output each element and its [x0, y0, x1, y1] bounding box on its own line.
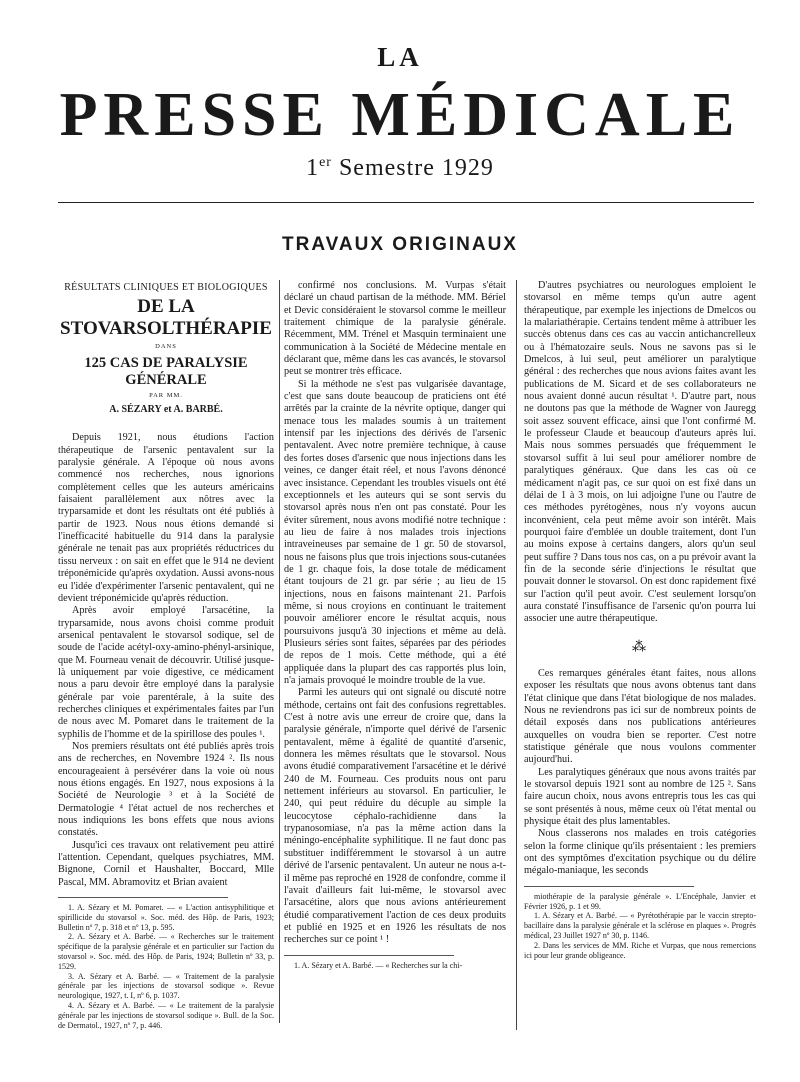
- semester-number: 1: [306, 155, 320, 181]
- article-heading: [58, 282, 274, 416]
- footnote: 1. A. Sézary et A. Barbé. — « Pyrétothérapie par le vaccin strepto-bacillaire dans la paralysie générale et la sclérose en plaques ». Progrès médical, 23 Juillet 1927 nº 30, p. 1146.: [524, 911, 756, 940]
- article-title: DE LA STOVARSOLTHÉRAPIE: [60, 296, 272, 340]
- footnotes: [58, 903, 274, 1030]
- footnote: 4. A. Sézary et A. Barbé. — « Le traitement de la paralysie générale par les injections de stovarsol sodique ». Bull. de la Soc. de Dermatol., 1927, nº 7, p. 446.: [58, 1001, 274, 1030]
- footnote-separator: [524, 886, 694, 887]
- paragraph: Nous classerons nos malades en trois catégories selon la forme clinique qu'ils présentaient : les premiers ont des symptômes d'excitation psychique ou du délire mégalo-maniaque, les seconds: [524, 828, 756, 877]
- article-subtitle: 125 CAS DE PARALYSIE GÉNÉRALE: [84, 354, 248, 388]
- paragraph: Parmi les auteurs qui ont signalé ou discuté notre méthode, certains ont fait des confusions regrettables. C'est à notre avis une erreur de croire que, dans la paralysie générale, n'importe quel dérivé de l'arsenic pentavalent, même à égalité de quantité d'arsenic, donnera les mêmes résultats que le stovarsol. Nous avons étudié comparativement l'arsacétine et le dérivé 240 de M. Fourneau. Ces produits nous ont paru nettement inférieurs au stovarsol. En particulier, le 240, qui peut réduire du décuple au simple la leucocytose céphalo-rachidienne dans la trypanosomiase, n'a pas la même action dans la méningo-encéphalite syphilitique. Il ne faut donc pas substituer indifféremment le stovarsol à un autre dérivé de l'arsenic pentavalent. Un auteur ne nous a-t-il même pas reproché en 1928 de confondre, comme il l'avait d'ailleurs fait lui-même, le stovarsol avec l'arsacétine, alors que nous avions antérieurement étudié comparativement l'action de ces deux produits et publié en 1925 et en 1926 les résultats de nos recherches sur ce point ¹ !: [284, 687, 506, 946]
- paragraph: D'autres psychiatres ou neurologues emploient le stovarsol en même temps qu'un autre agent thérapeutique, par exemple les injections de Dmelcos ou la malariathérapie. Certains tendent même à attribuer les succès obtenus dans ces cas au vaccin antichancrelleux ou à l'hématozaire seuls. Nous ne savons pas si le Dmelcos, à lui seul, peut améliorer un paralytique général : des recherches que nous avions faites avant les publications de M. Sicard et de ses collaborateurs ne nous avaient donné aucun résultat ¹. D'autre part, nous ne doutons pas que la méthode de Wagner von Jauregg soit assez souvent efficace, ainsi que l'ont confirmé M. le professeur Claude et beaucoup d'auteurs après lui. Mais nous sommes persuadés que fréquemment le stovarsol suffit à lui seul pour améliorer nombre de paralytiques généraux. Que dans les cas où ce médicament n'agit pas, ce sur quoi on est fixé dans un délai de 1 à 3 mois, on lui adjoigne l'une ou l'autre de ces méthodes pyrétogènes, nous n'y voyons aucun inconvénient, cela peut même avoir son intérêt. Mais pourquoi faire d'emblée un double traitement, dont l'un au moins expose à certains dangers, alors qu'un seul peut suffire ? Dans tous nos cas, on a pu prévoir avant la fin de la seconde série d'injections le résultat que pouvait donner le stovarsol. On est donc rapidement fixé sur l'action qu'il peut avoir. C'est seulement lorsqu'on aura constaté l'insuffisance de l'arsenic qu'on pourra lui associer une autre thérapeutique.: [524, 280, 756, 625]
- footnote: 1. A. Sézary et M. Pomaret. — « L'action antisyphilitique et spirillicide du stovarsol ». Soc. méd. des Hôp. de Paris, 1923; Bulletin nº 7, p. 318 et nº 13, p. 595.: [58, 903, 274, 932]
- masthead-rule: [58, 202, 754, 203]
- section-break-asterism: ⁂: [632, 639, 648, 655]
- semester-text: Semestre 1929: [338, 155, 494, 181]
- paragraph: Nos premiers résultats ont été publiés après trois ans de recherches, en Novembre 1924 ². Ils nous encourageaient à persévérer dans la voie où nous nous étions engagés. En 1927, nous exposions à la Société de Neurologie ³ et à la Société de Dermatologie ⁴ l'état actuel de nos recherches et nous indiquions les bons effets que nous avions constatés.: [58, 740, 274, 839]
- column-separator: [516, 280, 517, 1030]
- section-title: TRAVAUX ORIGINAUX: [282, 234, 518, 255]
- column-3: [524, 280, 756, 1035]
- column-1: [58, 280, 274, 1035]
- footnotes: [524, 892, 756, 961]
- article-par: PAR MM.: [149, 391, 183, 399]
- footnote: miothérapie de la paralysie générale ». L'Encéphale, Janvier et Février 1926, p. 1 et 99.: [524, 891, 756, 911]
- paragraph: Depuis 1921, nous étudions l'action thérapeutique de l'arsenic pentavalent sur la paralysie générale. A l'époque où nous avons commencé nos recherches, nous ignorions complètement celles que les auteurs américains faisaient parallèlement aux nôtres avec la tryparsamide et dont les résultats ont été publiés à partir de 1923. Nous nous étions demandé si l'inefficacité habituelle du 914 dans la paralysie générale ne tenait pas aux propriétés réductrices du tissu nerveux : on sait en effet que le 914 ne devient tréponémicide qu'après oxydation. Aussi avons-nous eu l'idée d'expérimenter l'arsenic pentavalent, qui ne devient tréponémicide qu'après réduction.: [58, 432, 274, 604]
- article-authors: A. SÉZARY et A. BARBÉ.: [109, 404, 223, 416]
- paragraph: Les paralytiques généraux que nous avons traités par le stovarsol depuis 1921 sont au nombre de 125 ². Sans faire aucun choix, nous avons entrepris tous les cas qui se sont présentés à nous, même ceux où l'état mental ou physique était des plus lamentables.: [524, 766, 756, 828]
- footnotes: [284, 961, 506, 971]
- footnote-separator: [284, 955, 454, 956]
- paragraph: Ces remarques générales étant faites, nous allons exposer les résultats que nous avons obtenus tant dans l'état clinique que dans l'état biologique de nos malades. Nous ne reviendrons pas ici sur de nombreux points de détail exposés dans nos publications antérieures auxquelles on voudra bien se reporter. C'est notre statistique générale que nous voulons commenter aujourd'hui.: [524, 667, 756, 766]
- paragraph: Jusqu'ici ces travaux ont relativement peu attiré l'attention. Cependant, quelques psychiatres, MM. Bignone, Cornil et Haushalter, Boccard, Mlle Pascal, MM. Abramovitz et Brian avaient: [58, 839, 274, 888]
- article-kicker: RÉSULTATS CLINIQUES ET BIOLOGIQUES: [64, 282, 268, 293]
- masthead-title: PRESSE MÉDICALE: [59, 81, 741, 149]
- column-separator: [279, 280, 280, 1023]
- semester-superscript: er: [319, 155, 332, 170]
- footnote: 3. A. Sézary et A. Barbé. — « Traitement de la paralysie générale par les injections de stovarsol sodique ». Revue neurologique, 1927, t. I, nº 6, p. 1037.: [58, 971, 274, 1001]
- masthead-semester: [0, 155, 800, 182]
- paragraph: Après avoir employé l'arsacétine, la tryparsamide, nous avons choisi comme produit arsenical pentavalent le stovarsol sodique, sel de soude de l'acide acétyl-oxy-amino-phényl-arsinique, que M. Fourneau venait de découvrir. Utilisé jusque-là uniquement par voie digestive, ce médicament nous a paru devoir être employé dans la paralysie générale par voie parentérale, à la suite des recherches cliniques et expérimentales faites par l'un de nous avec M. Pomaret dans le traitement de la syphilis de l'homme et de la spirillose des poules ¹.: [58, 605, 274, 740]
- footnote: 2. Dans les services de MM. Riche et Vurpas, que nous remercions ici pour leur grande obligeance.: [524, 940, 756, 960]
- footnote-separator: [58, 897, 228, 898]
- column-2: [284, 280, 506, 1035]
- masthead-la: LA: [377, 42, 423, 72]
- article-dans: DANS: [155, 343, 177, 351]
- paragraph: Si la méthode ne s'est pas vulgarisée davantage, c'est que sans doute beaucoup de praticiens ont été arrêtés par la crainte de la névrite optique, danger qui menace tous les malades soumis à un traitement intensif par les injections des dérivés de l'arsenic pentavalent. Avec notre première technique, à cause des fortes doses d'arsenic que nous injections dans les veines, ce danger était réel, et nous l'avons dénoncé avec insistance. Cependant les troubles visuels ont été exceptionnels et les auteurs qui se sont servis du stovarsol après nous n'en ont pas constaté. Pour les éviter sûrement, nous avons modifié notre technique : au lieu de faire à nos malades trois injections intraveineuses par semaine de 1 gr. 50 de stovarsol, nous ne faisons plus que trois injections sous-cutanées de 1 gr. chaque fois, la dose totale de médicament étant toujours de 21 gr. par série ; au lieu de 15 injections, nous en faisons maintenant 21. Parfois même, si nous croyions en continuant le traitement pouvoir améliorer encore le résultat acquis, nous poursuivons jusqu'à 30 injections et même au delà. Plusieurs séries sont faites, séparées par des périodes de repos de 1 mois. Cette méthode, qui a été appliquée dans la plupart des cas rapportés plus loin, n'a jamais provoqué le moindre trouble de la vue.: [284, 378, 506, 686]
- paragraph: confirmé nos conclusions. M. Vurpas s'était déclaré un chaud partisan de la méthode. MM. Bériel et Devic considéraient le stovarsol comme le meilleur traitement chimique de la paralysie générale. Récemment, MM. Trénel et Masquin terminaient une communication à la Société de Médecine mentale en déclarant que, même dans les cas avancés, le stovarsol peut se montrer très efficace.: [284, 280, 506, 378]
- footnote: 2. A. Sézary et A. Barbé. — « Recherches sur le traitement spécifique de la paralysie générale et en particulier sur l'action du stovarsol ». Soc. méd. des Hôp. de Paris, 1924; Bulletin nº 33, p. 1529.: [58, 932, 274, 971]
- footnote: 1. A. Sézary et A. Barbé. — « Recherches sur la chi-: [294, 960, 463, 970]
